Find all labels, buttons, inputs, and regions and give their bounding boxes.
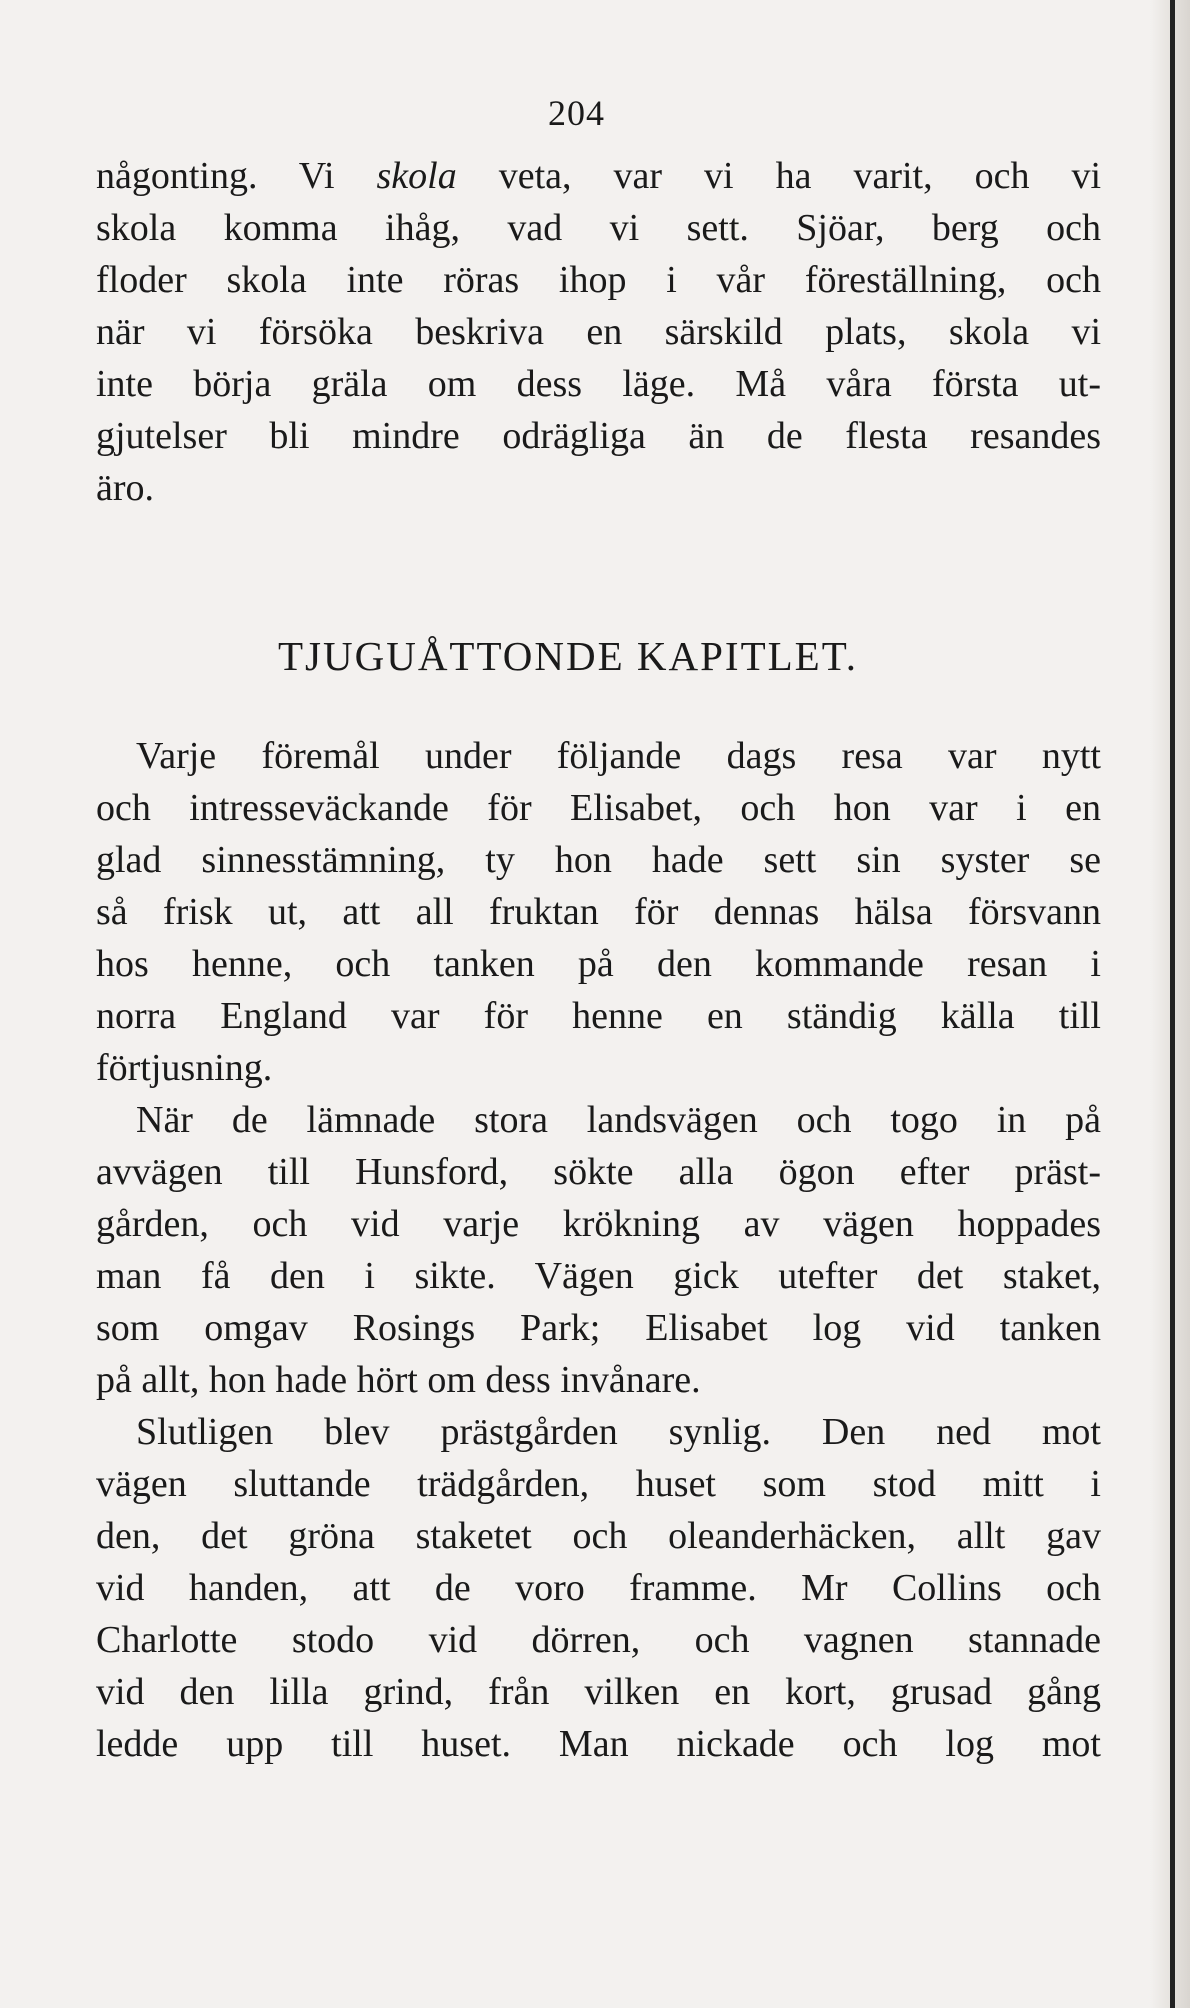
text-line: vid handen, att de voro framme. Mr Collins och <box>96 1567 1101 1609</box>
text-line: som omgav Rosings Park; Elisabet log vid tanken <box>96 1307 1101 1349</box>
text-line: vid den lilla grind, från vilken en kort, grusad gång <box>96 1671 1101 1713</box>
text-line: ledde upp till huset. Man nickade och log mot <box>96 1723 1101 1765</box>
text-line: den, det gröna staketet och oleanderhäcken, allt gav <box>96 1515 1101 1557</box>
text-line: Varje föremål under följande dags resa var nytt <box>136 735 1101 777</box>
text-line: När de lämnade stora landsvägen och togo in på <box>136 1099 1101 1141</box>
text-line: Charlotte stodo vid dörren, och vagnen stannade <box>96 1619 1101 1661</box>
text-line: Slutligen blev prästgården synlig. Den ned mot <box>136 1411 1101 1453</box>
chapter-heading: TJUGUÅTTONDE KAPITLET. <box>278 633 858 679</box>
text-line: hos henne, och tanken på den kommande resan i <box>96 943 1101 985</box>
text-line: på allt, hon hade hört om dess invånare. <box>96 1359 701 1401</box>
text-line: och intresseväckande för Elisabet, och hon var i en <box>96 787 1101 829</box>
text-line: floder skola inte röras ihop i vår föreställning, och <box>96 259 1101 301</box>
text-line: norra England var för henne en ständig källa till <box>96 995 1101 1037</box>
text-line: någonting. Vi skola veta, var vi ha varit, och vi <box>96 155 1102 197</box>
text-line: förtjusning. <box>96 1047 273 1089</box>
text-line: man få den i sikte. Vägen gick utefter det staket, <box>96 1255 1101 1297</box>
page-edge-line <box>1170 0 1175 2008</box>
text-line: så frisk ut, att all fruktan för dennas hälsa försvann <box>96 891 1101 933</box>
text-line: äro. <box>96 467 155 509</box>
text-line: när vi försöka beskriva en särskild plats, skola vi <box>96 311 1101 353</box>
text-line: skola komma ihåg, vad vi sett. Sjöar, berg och <box>96 207 1101 249</box>
text-line: glad sinnesstämning, ty hon hade sett sin syster se <box>96 839 1101 881</box>
text-line: inte börja gräla om dess läge. Må våra första ut- <box>96 363 1101 405</box>
text-line: avvägen till Hunsford, sökte alla ögon efter präst- <box>96 1151 1101 1193</box>
page-number: 204 <box>548 93 605 133</box>
text-line: gården, och vid varje krökning av vägen hoppades <box>96 1203 1101 1245</box>
text-line: vägen sluttande trädgården, huset som stod mitt i <box>96 1463 1101 1505</box>
text-line: gjutelser bli mindre odrägliga än de flesta resandes <box>96 415 1101 457</box>
italic-word: skola <box>376 155 457 197</box>
